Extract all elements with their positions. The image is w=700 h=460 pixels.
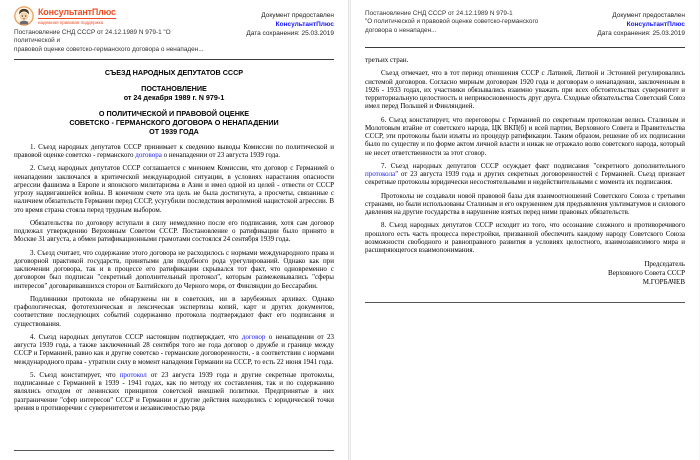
doc-snippet-line: Постановление СНД СССР от 24.12.1989 N 979-1 "О политической и	[14, 29, 171, 45]
paragraph: 3. Съезд считает, что содержание этого договора не расходилось с нормами международного права и договорной практикой государств, принятыми для подобного рода урегулирований. Однако как при заключении договора, так и в процессе его ратификации скрывался тот факт, что одновременно с договором был подписан "секретный дополнительный протокол", которым размежевывались "сферы интересов" договаривавшихся сторон от Балтийского до Черного моря, от Финляндии до Бессарабии.	[14, 248, 334, 290]
paragraph: Обязательства по договору вступали в силу немедленно после его подписания, хотя сам договор подлежал утверждению Верховным Советом СССР. Постановление о ратификации было принято в Москве 31 августа, а обмен ратификационными грамотами состоялся 24 сентября 1939 года.	[14, 218, 334, 244]
page-2-content	[365, 56, 685, 303]
signature-line: М.ГОРБАЧЕВ	[642, 278, 685, 287]
signature-line: Верховного Совета СССР	[608, 269, 685, 278]
paragraph: 7. Съезд народных депутатов СССР осуждает факт подписания "секретного дополнительного протокола" от 23 августа 1939 года и других секретных договоренностей с Германией. Съезд признает секретные протоколы юридически несостоятельными и недействительными с момента их подписания.	[365, 161, 685, 187]
doc-snippet-line: "О политической и правовой оценке советско-германского	[365, 18, 539, 26]
brand-tagline: надежная правовая поддержка	[38, 20, 104, 25]
consultantplus-logo[interactable]	[14, 6, 206, 26]
consultantplus-mascot-icon	[14, 6, 34, 26]
document-cross-reference-link[interactable]: договора	[135, 151, 162, 160]
page-2	[350, 0, 699, 460]
page-1-content	[14, 68, 334, 412]
document-cross-reference-link[interactable]: протокола	[365, 170, 396, 178]
document-title	[14, 68, 334, 77]
provided-label: Документ предоставлен	[261, 12, 334, 19]
save-date: Дата сохранения: 25.03.2019	[597, 29, 685, 37]
paragraph: Съезд отмечает, что в тот период отношения СССР с Латвией, Литвой и Эстонией регулировались системой договоров. Согласно мирным договорам 1920 года и договорам о ненападении, заключенным в 1926 - 1933 годах, их участники обязывались взаимно уважать при всех обстоятельствах суверенитет и территориальную целостность и неприкосновенность друг друга. Сходные обязательства Советский Союз имел перед Польшей и Финляндией.	[365, 69, 685, 111]
title-line: ПОСТАНОВЛЕНИЕ	[141, 83, 207, 93]
header-divider	[365, 47, 685, 48]
page-1	[0, 0, 349, 460]
footer-divider	[14, 450, 334, 451]
consultantplus-link[interactable]: КонсультантПлюс	[626, 20, 685, 28]
signature-block	[365, 260, 685, 287]
title-line: ОТ 1939 ГОДА	[149, 126, 199, 136]
save-date: Дата сохранения: 25.03.2019	[246, 29, 334, 37]
signature-line: Председатель	[644, 260, 685, 269]
provided-by-block	[557, 6, 685, 42]
document-title	[14, 109, 334, 136]
title-line: от 24 декабря 1989 г. N 979-1	[123, 92, 225, 102]
document-title	[14, 84, 334, 102]
paragraph: 8. Съезд народных депутатов СССР исходит из того, что осознание сложного и противоречивого прошлого есть часть процесса перестройки, призванной обеспечить каждому народу Советского Союза возможности свободного и равноправного развития в условиях целостного, взаимозависимого мира и расширяющегося взаимопонимания.	[365, 221, 685, 254]
doc-snippet-line: правовой оценке советско-германского договора о ненападен...	[14, 45, 204, 53]
header-divider	[14, 59, 334, 60]
doc-snippet-line: договора о ненападен...	[365, 26, 437, 34]
paragraph: Протоколы не создавали новой правовой базы для взаимоотношений Советского Союза с третьими странами, но были использованы Сталиным и его окружением для предъявления ультиматумов и силового давления на другие государства в нарушение взятых перед ними правовых обязательств.	[365, 191, 685, 216]
page-2-header	[365, 6, 685, 42]
paragraph: 4. Съезд народных депутатов СССР настоящим подтверждает, что договор о ненападении от 23 августа 1939 года, а также заключенный 28 сентября того же года договор о дружбе и границе между СССР и Германией, равно как и другие советско - германские договоренности, - в соответствии с нормами международного права - утратили силу в момент нападения Германии на СССР, то есть 22 июня 1941 года.	[14, 332, 334, 366]
doc-snippet-line: Постановление СНД СССР от 24.12.1989 N 979-1	[365, 10, 513, 17]
provided-by-block	[206, 6, 334, 54]
paragraph: Подлинники протокола не обнаружены ни в советских, ни в зарубежных архивах. Однако графологическая, фототехническая и лексическая экспертизы копий, карт и других документов, соответствие последующих событий содержанию протокола подтверждают факт его подписания и существования.	[14, 294, 334, 328]
document-title-snippet	[14, 29, 206, 54]
paragraph: третьих стран.	[365, 56, 409, 64]
paragraph: 6. Съезд констатирует, что переговоры с Германией по секретным протоколам велись Сталиным и Молотовым втайне от советского народа, ЦК ВКП(б) и всей партии, Верховного Совета и Правительства СССР, эти протоколы были изъяты из процедур ратификации. Таким образом, решение об их подписании было по существу и по форме актом личной власти и никак не отражало волю советского народа, который не несет ответственности за этот сговор.	[365, 115, 685, 157]
title-line: СЪЕЗД НАРОДНЫХ ДЕПУТАТОВ СССР	[104, 67, 244, 77]
paragraph: 1. Съезд народных депутатов СССР принимает к сведению выводы Комиссии по политической и правовой оценке советско - германского договора о ненападении от 23 августа 1939 года.	[14, 142, 334, 160]
page-1-header	[14, 6, 334, 54]
title-line: О ПОЛИТИЧЕСКОЙ И ПРАВОВОЙ ОЦЕНКЕ	[98, 108, 250, 118]
document-cross-reference-link[interactable]: протокол	[119, 370, 147, 379]
title-line: СОВЕТСКО - ГЕРМАНСКОГО ДОГОВОРА О НЕНАПАДЕНИИ	[69, 117, 279, 127]
paragraph: 5. Съезд констатирует, что протокол от 23 августа 1939 года и другие секретные протоколы, подписанные с Германией в 1939 - 1941 годах, как по методу их составления, так и по содержанию являлись отходом от ленинских принципов советской внешней политики. Предпринятые в них разграничение "сфер интересов" СССР и Германии и другие действия находились с юридической точки зрения в противоречии с суверенитетом и независимостью ряда	[14, 370, 334, 412]
consultantplus-link[interactable]: КонсультантПлюс	[275, 20, 334, 28]
document-title-snippet	[365, 10, 557, 35]
footer-divider	[365, 302, 685, 303]
paragraph: 2. Съезд народных депутатов СССР соглашается с мнением Комиссии, что договор с Германией о ненападении заключался в критической международной ситуации, в условиях нарастания опасности агрессии фашизма в Европе и японского милитаризма в Азии и имел одной из целей - отвести от СССР угрозу надвигавшейся войны. В конечном счете эта цель не была достигнута, а просчеты, связанные с наличием обязательств Германии перед СССР, усугубили последствия вероломной нацистской агрессии. В это время страна стояла перед трудным выбором.	[14, 164, 334, 214]
provided-label: Документ предоставлен	[612, 12, 685, 19]
document-cross-reference-link[interactable]: договор	[241, 332, 266, 341]
brand-name: КонсультантПлюс	[38, 7, 116, 17]
